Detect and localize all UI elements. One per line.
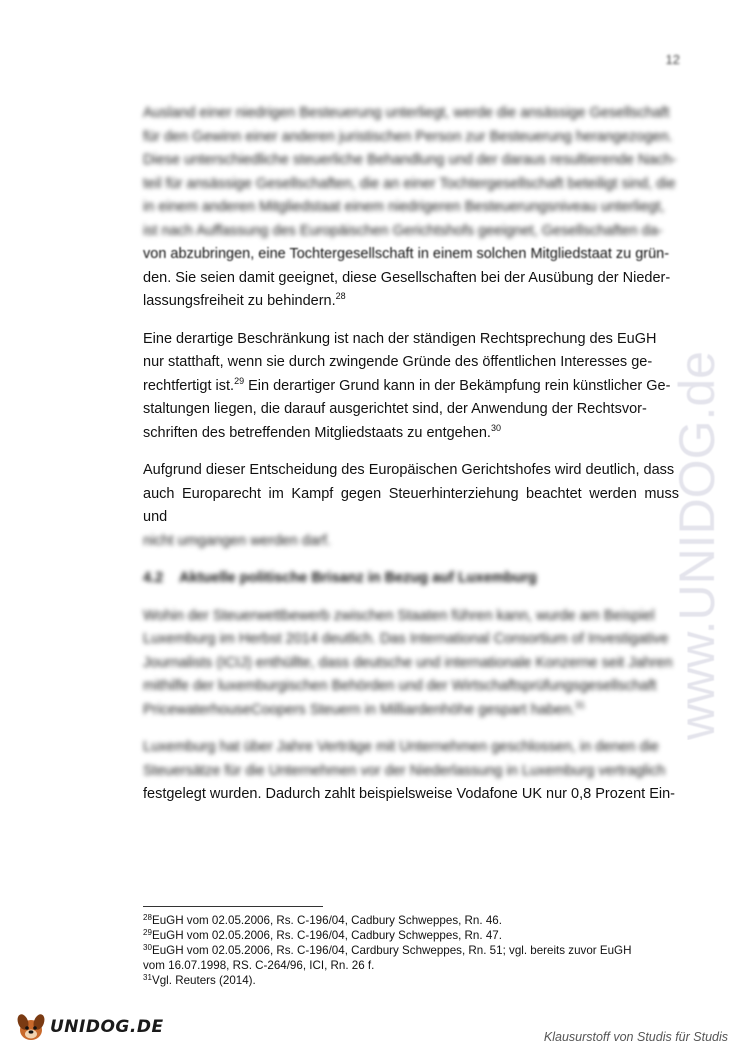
- footnote: [143, 943, 683, 958]
- text-line: Luxemburg hat über Jahre Verträge mit Unternehmen geschlossen, in denen die: [143, 739, 659, 755]
- footnote-text: vom 16.07.1998, RS. C-264/96, ICI, Rn. 26 f.: [143, 959, 375, 972]
- unidog-logo: [14, 1010, 164, 1044]
- footnotes: [143, 906, 683, 988]
- text-line: für den Gewinn einer anderen juristischen Person zur Besteuerung herangezogen.: [143, 128, 673, 145]
- footnote-ref: 30: [490, 422, 501, 433]
- footnote-mark: 31: [143, 973, 152, 982]
- text-line: Eine derartige Beschränkung ist nach der ständigen Rechtsprechung des EuGH: [143, 330, 657, 347]
- text-line: von abzubringen, eine Tochtergesellschaft in einem solchen Mitgliedstaat zu grün-: [143, 246, 670, 262]
- footnote: [143, 913, 683, 928]
- footnote-ref: 31: [575, 699, 586, 710]
- body-text: [143, 102, 679, 821]
- logo-text: UNIDOG.DE: [50, 1017, 164, 1037]
- text-line-part: Ein derartiger Grund kann in der Bekämpfung rein künstlicher Ge-: [244, 377, 671, 394]
- footnote-text: Vgl. Reuters (2014).: [152, 974, 256, 987]
- page-number: 12: [665, 52, 680, 67]
- footer-tagline: Klausurstoff von Studis für Studis: [543, 1030, 728, 1044]
- text-line: staltungen liegen, die darauf ausgerichtet sind, der Anwendung der Rechtsvor-: [143, 401, 647, 417]
- paragraph-2: [143, 328, 679, 446]
- paragraph-blurred-top: [143, 102, 679, 314]
- text-line: den. Sie seien damit geeignet, diese Gesellschaften bei der Ausübung der Nieder-: [143, 269, 671, 286]
- text-line: Steuersätze für die Unternehmen vor der Niederlassung in Luxemburg vertraglich: [143, 762, 666, 779]
- text-line: ist nach Auffassung des Europäischen Gerichtshofs geeignet, Gesellschaften da-: [143, 222, 663, 239]
- text-line-part: PricewaterhouseCoopers Steuern in Milliardenhöhe gespart haben.: [143, 701, 576, 718]
- footnote-continuation: [143, 958, 683, 973]
- text-line-part: rechtfertigt ist.: [143, 377, 235, 394]
- text-line: [143, 699, 679, 723]
- footnote-rule: [143, 906, 323, 907]
- text-line: festgelegt wurden. Dadurch zahlt beispielsweise Vodafone UK nur 0,8 Prozent Ein-: [143, 786, 675, 802]
- footnote: [143, 973, 683, 988]
- paragraph-3: [143, 459, 679, 553]
- footnote-text: EuGH vom 02.05.2006, Rs. C-196/04, Cardbury Schweppes, Rn. 51; vgl. bereits zuvor EuGH: [152, 944, 632, 957]
- footnote-text: EuGH vom 02.05.2006, Rs. C-196/04, Cadbury Schweppes, Rn. 47.: [152, 929, 502, 942]
- text-line: nur statthaft, wenn sie durch zwingende Gründe des öffentlichen Interesses ge-: [143, 354, 653, 370]
- text-line: teil für ansässige Gesellschaften, die an einer Tochtergesellschaft beteiligt sind, die: [143, 175, 676, 192]
- footnote: [143, 928, 683, 943]
- text-line-part: schriften des betreffenden Mitgliedstaats zu entgehen.: [143, 424, 491, 441]
- dog-icon: [14, 1010, 48, 1044]
- text-line: nicht umgangen werden darf.: [143, 532, 331, 549]
- text-line: mithilfe der luxemburgischen Behörden und der Wirtschaftsprüfungsgesellschaft: [143, 678, 657, 694]
- text-line: Aufgrund dieser Entscheidung des Europäischen Gerichtshofes wird deutlich, dass: [143, 462, 675, 478]
- text-line: [143, 422, 679, 446]
- footnote-text: EuGH vom 02.05.2006, Rs. C-196/04, Cadbury Schweppes, Rn. 46.: [152, 914, 502, 927]
- paragraph-blurred-mid: [143, 605, 679, 723]
- footnote-ref: 28: [335, 291, 346, 302]
- text-line: Diese unterschiedliche steuerliche Behandlung und der daraus resultierende Nach-: [143, 152, 677, 168]
- text-line: [143, 375, 679, 399]
- section-heading: [143, 567, 679, 591]
- footnote-mark: 29: [143, 928, 152, 937]
- paragraph-4: [143, 736, 679, 807]
- section-title: Aktuelle politische Brisanz in Bezug auf Luxemburg: [179, 570, 537, 586]
- watermark-text: www.UNIDOG.de: [669, 351, 725, 740]
- text-line: Journalists (ICIJ) enthüllte, dass deutsche und internationale Konzerne seit Jahren: [143, 654, 673, 671]
- text-line: in einem anderen Mitgliedstaat einem niedrigeren Besteuerungsniveau unterliegt,: [143, 199, 665, 215]
- footnote-mark: 30: [143, 943, 152, 952]
- footnote-ref: 29: [234, 375, 245, 386]
- text-line-part: lassungsfreiheit zu behindern.: [143, 293, 336, 309]
- text-line: Luxemburg im Herbst 2014 deutlich. Das International Consortium of Investigative: [143, 631, 669, 647]
- text-line: Ausland einer niedrigen Besteuerung unterliegt, werde die ansässige Gesellschaft: [143, 105, 670, 121]
- section-number: 4.2: [143, 570, 164, 586]
- text-line: [143, 290, 679, 314]
- text-line: Wohin der Steuerwettbewerb zwischen Staaten führen kann, wurde am Beispiel: [143, 607, 655, 624]
- text-line: auch Europarecht im Kampf gegen Steuerhinterziehung beachtet werden muss und: [143, 485, 679, 525]
- footnote-mark: 28: [143, 913, 152, 922]
